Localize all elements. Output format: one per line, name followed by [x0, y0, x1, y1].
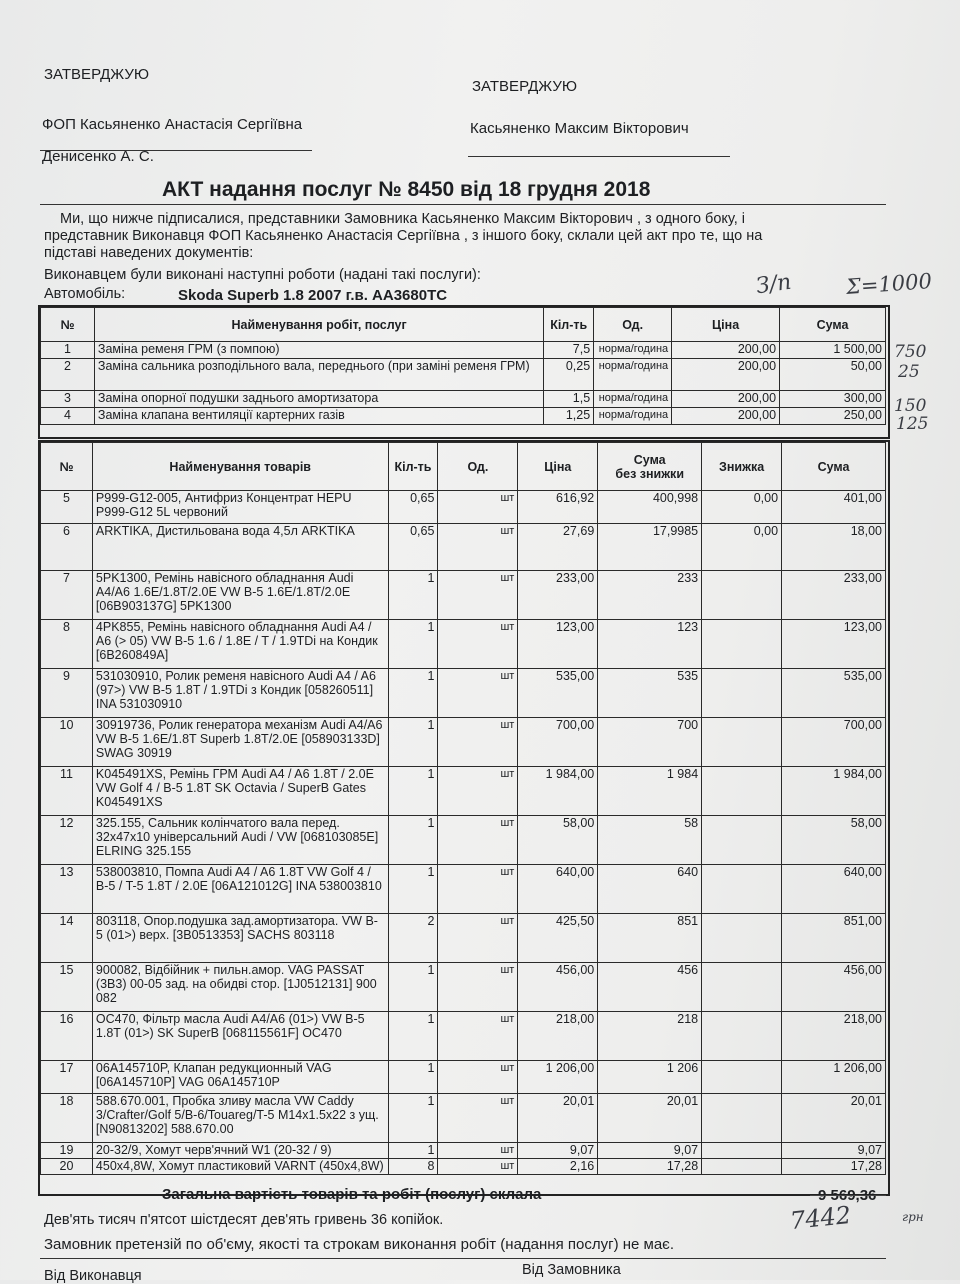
goods-row-discount — [702, 718, 782, 767]
goods-row-number: 8 — [41, 620, 93, 669]
goods-row-sum-no-discount: 400,998 — [598, 491, 702, 524]
service-row-sum: 300,00 — [780, 391, 886, 408]
services-col-qty: Кіл-ть — [544, 308, 594, 342]
goods-row-number: 18 — [41, 1094, 93, 1143]
service-row-number: 1 — [41, 342, 95, 359]
goods-row-sum: 535,00 — [782, 669, 886, 718]
total-label: Загальна вартість товарів та робіт (послуг) склала — [162, 1186, 542, 1203]
goods-row-qty: 1 — [388, 816, 438, 865]
goods-row-unit: шт — [438, 571, 518, 620]
goods-row-sum: 700,00 — [782, 718, 886, 767]
service-row-qty: 7,5 — [544, 342, 594, 359]
goods-table-row — [41, 767, 886, 816]
goods-table-row — [41, 865, 886, 914]
goods-row-sum-no-discount: 640 — [598, 865, 702, 914]
goods-row-sum-no-discount: 123 — [598, 620, 702, 669]
goods-row-number: 20 — [41, 1159, 93, 1175]
goods-table-row — [41, 1012, 886, 1061]
goods-row-unit: шт — [438, 1094, 518, 1143]
services-col-unit: Од. — [594, 308, 672, 342]
goods-row-discount — [702, 914, 782, 963]
goods-row-qty: 1 — [388, 865, 438, 914]
right-signature-line — [468, 156, 730, 157]
goods-row-price: 20,01 — [518, 1094, 598, 1143]
goods-row-qty: 1 — [388, 767, 438, 816]
goods-row-sum: 18,00 — [782, 524, 886, 571]
goods-row-unit: шт — [438, 1012, 518, 1061]
intro-line-2: представник Виконавця ФОП Касьяненко Анастасія Сергіївна , з іншого боку, склали цей акт про те, що на — [44, 228, 763, 244]
goods-row-number: 10 — [41, 718, 93, 767]
goods-table-row — [41, 1159, 886, 1175]
goods-row-sum-no-discount: 20,01 — [598, 1094, 702, 1143]
goods-row-number: 17 — [41, 1061, 93, 1094]
goods-col-sum-no-discount — [598, 443, 702, 491]
goods-row-name: OC470, Фільтр масла Audi A4/A6 (01>) VW B-5 1.8T (01>) SK SuperB [068115561F] OC470 — [92, 1012, 388, 1061]
service-row-qty: 0,25 — [544, 359, 594, 391]
goods-row-unit: шт — [438, 1159, 518, 1175]
goods-row-name: 900082, Відбійник + пильн.амор. VAG PASSAT (3B3) 00-05 зад. на обидві стор. [1J0512131] 900 082 — [92, 963, 388, 1012]
goods-row-sum-no-discount: 456 — [598, 963, 702, 1012]
goods-row-number: 9 — [41, 669, 93, 718]
goods-row-unit: шт — [438, 767, 518, 816]
goods-row-discount — [702, 1159, 782, 1175]
goods-row-number: 5 — [41, 491, 93, 524]
handwritten-zp-note: З/п — [754, 269, 793, 300]
goods-row-name: 30919736, Ролик генератора механізм Audi A4/A6 VW B-5 1.6E/1.8T Superb 1.8T/2.0E [058903133D] SWAG 30919 — [92, 718, 388, 767]
goods-row-sum-no-discount: 17,9985 — [598, 524, 702, 571]
intro-line-1: Ми, що нижче підписалися, представники Замовника Касьяненко Максим Вікторович , з одного боку, і — [60, 211, 746, 227]
goods-row-price: 456,00 — [518, 963, 598, 1012]
goods-row-sum: 17,28 — [782, 1159, 886, 1175]
intro-line-4: Виконавцем були виконані наступні роботи (надані такі послуги): — [44, 267, 481, 283]
goods-row-price: 616,92 — [518, 491, 598, 524]
title-underline — [40, 204, 886, 205]
service-row-number: 3 — [41, 391, 95, 408]
service-row-price: 200,00 — [672, 359, 780, 391]
services-col-sum: Сума — [780, 308, 886, 342]
service-row-name: Заміна ременя ГРМ (з помпою) — [94, 342, 543, 359]
goods-row-sum-no-discount: 9,07 — [598, 1143, 702, 1159]
goods-table-row — [41, 571, 886, 620]
goods-row-unit: шт — [438, 524, 518, 571]
services-table-row — [41, 359, 886, 391]
goods-row-unit: шт — [438, 963, 518, 1012]
goods-row-sum: 1 206,00 — [782, 1061, 886, 1094]
services-table — [40, 307, 886, 425]
goods-row-qty: 1 — [388, 669, 438, 718]
goods-col-no: № — [41, 443, 93, 491]
goods-col-name: Найменування товарів — [92, 443, 388, 491]
goods-row-price: 425,50 — [518, 914, 598, 963]
goods-row-number: 7 — [41, 571, 93, 620]
goods-row-sum-no-discount: 700 — [598, 718, 702, 767]
goods-table-row — [41, 524, 886, 571]
goods-table-row — [41, 669, 886, 718]
total-strike-through — [810, 1195, 886, 1196]
goods-row-sum: 233,00 — [782, 571, 886, 620]
goods-table-row — [41, 491, 886, 524]
goods-row-sum: 9,07 — [782, 1143, 886, 1159]
goods-row-name: 450x4,8W, Хомут пластиковий VARNT (450x4,8W) — [92, 1159, 388, 1175]
goods-row-qty: 1 — [388, 620, 438, 669]
goods-row-sum: 851,00 — [782, 914, 886, 963]
goods-row-price: 123,00 — [518, 620, 598, 669]
goods-row-sum-no-discount: 218 — [598, 1012, 702, 1061]
left-org-name: ФОП Касьяненко Анастасія Сергіївна — [42, 116, 303, 133]
goods-row-price: 1 206,00 — [518, 1061, 598, 1094]
goods-row-name: 588.670.001, Пробка зливу масла VW Caddy 3/Crafter/Golf 5/B-6/Touareg/T-5 M14x1.5x22 з ущ. [N90813202] 588.670.00 — [92, 1094, 388, 1143]
goods-row-name: K045491XS, Ремінь ГРМ Audi A4 / A6 1.8T / 2.0E VW Golf 4 / B-5 1.8T SK Octavia / SuperB Gates K045491XS — [92, 767, 388, 816]
goods-row-discount — [702, 571, 782, 620]
goods-row-discount — [702, 767, 782, 816]
goods-row-qty: 2 — [388, 914, 438, 963]
goods-row-discount — [702, 963, 782, 1012]
goods-row-price: 640,00 — [518, 865, 598, 914]
service-row-unit: норма/година — [594, 391, 672, 408]
goods-row-sum: 1 984,00 — [782, 767, 886, 816]
goods-row-unit: шт — [438, 914, 518, 963]
left-signer-name: Денисенко А. С. — [42, 148, 154, 165]
goods-row-sum-no-discount: 233 — [598, 571, 702, 620]
service-row-name: Заміна сальника розподільного вала, переднього (при заміні ременя ГРМ) — [94, 359, 543, 391]
from-customer-label: Від Замовника — [522, 1262, 621, 1278]
service-row-unit: норма/година — [594, 342, 672, 359]
goods-row-number: 19 — [41, 1143, 93, 1159]
goods-row-name: 06A145710P, Клапан редукционный VAG [06A145710P] VAG 06A145710P — [92, 1061, 388, 1094]
left-approve-label: ЗАТВЕРДЖУЮ — [44, 66, 150, 83]
goods-table — [40, 442, 886, 1175]
goods-row-unit: шт — [438, 491, 518, 524]
service-row-unit: норма/година — [594, 359, 672, 391]
goods-row-name: 20-32/9, Хомут черв'ячний W1 (20-32 / 9) — [92, 1143, 388, 1159]
goods-row-sum-no-discount: 58 — [598, 816, 702, 865]
goods-table-row — [41, 620, 886, 669]
services-table-row — [41, 391, 886, 408]
handwritten-service-3-note: 150 — [894, 396, 927, 416]
goods-row-qty: 1 — [388, 1094, 438, 1143]
service-row-sum: 250,00 — [780, 408, 886, 425]
goods-col-sum-no-discount-line-2: без знижки — [615, 466, 685, 481]
goods-row-name: 5PK1300, Ремінь навісного обладнання Audi A4/A6 1.6E/1.8T/2.0E VW B-5 1.6E/1.8T/2.0E [06B903137G] 5PK1300 — [92, 571, 388, 620]
goods-row-unit: шт — [438, 718, 518, 767]
goods-col-qty: Кіл-ть — [388, 443, 438, 491]
goods-col-sum-no-discount-line-1: Сума — [633, 452, 666, 467]
goods-table-row — [41, 1143, 886, 1159]
goods-row-qty: 1 — [388, 1061, 438, 1094]
goods-row-number: 12 — [41, 816, 93, 865]
handwritten-total-note: 7442 — [788, 1200, 853, 1236]
goods-row-qty: 1 — [388, 1143, 438, 1159]
services-col-name: Найменування робіт, послуг — [94, 308, 543, 342]
service-row-name: Заміна клапана вентиляції картерних газів — [94, 408, 543, 425]
service-row-number: 4 — [41, 408, 95, 425]
goods-table-row — [41, 1061, 886, 1094]
handwritten-service-4-note: 125 — [896, 414, 929, 434]
goods-row-price: 9,07 — [518, 1143, 598, 1159]
goods-col-discount: Знижка — [702, 443, 782, 491]
goods-row-unit: шт — [438, 669, 518, 718]
goods-col-sum: Сума — [782, 443, 886, 491]
goods-row-unit: шт — [438, 816, 518, 865]
services-table-row — [41, 342, 886, 359]
service-row-price: 200,00 — [672, 391, 780, 408]
goods-row-qty: 0,65 — [388, 524, 438, 571]
goods-row-sum: 456,00 — [782, 963, 886, 1012]
service-row-qty: 1,25 — [544, 408, 594, 425]
service-row-sum: 1 500,00 — [780, 342, 886, 359]
goods-row-number: 13 — [41, 865, 93, 914]
goods-table-row — [41, 1094, 886, 1143]
goods-row-qty: 0,65 — [388, 491, 438, 524]
service-row-price: 200,00 — [672, 408, 780, 425]
goods-table-row — [41, 816, 886, 865]
goods-row-discount — [702, 1094, 782, 1143]
total-in-words: Дев'ять тисяч п'ятсот шістдесят дев'ять гривень 36 копійок. — [44, 1212, 444, 1228]
claims-underline — [40, 1258, 886, 1259]
goods-row-sum-no-discount: 851 — [598, 914, 702, 963]
goods-row-price: 2,16 — [518, 1159, 598, 1175]
right-person-name: Касьяненко Максим Вікторович — [470, 120, 689, 137]
goods-row-number: 6 — [41, 524, 93, 571]
service-row-unit: норма/година — [594, 408, 672, 425]
goods-row-qty: 1 — [388, 718, 438, 767]
goods-row-price: 535,00 — [518, 669, 598, 718]
goods-col-price: Ціна — [518, 443, 598, 491]
handwritten-currency-note: грн — [902, 1210, 924, 1224]
car-value: Skoda Superb 1.8 2007 г.в. AA3680TC — [178, 287, 448, 304]
services-col-no: № — [41, 308, 95, 342]
goods-row-name: 538003810, Помпа Audi A4 / A6 1.8T VW Golf 4 / B-5 / T-5 1.8T / 2.0E [06A121012G] INA 538003810 — [92, 865, 388, 914]
goods-row-name: 4PK855, Ремінь навісного обладнання Audi A4 / A6 (> 05) VW B-5 1.6 / 1.8E / T / 1.9TDi на Кондик [6B260849A] — [92, 620, 388, 669]
claims-statement: Замовник претензій по об'єму, якості та строкам виконання робіт (надання послуг) не має. — [44, 1236, 674, 1253]
goods-row-discount: 0,00 — [702, 524, 782, 571]
intro-line-3: підставі наведених документів: — [44, 245, 254, 261]
goods-col-unit: Од. — [438, 443, 518, 491]
goods-row-sum-no-discount: 1 206 — [598, 1061, 702, 1094]
goods-row-sum: 640,00 — [782, 865, 886, 914]
goods-row-unit: шт — [438, 1061, 518, 1094]
goods-row-sum: 123,00 — [782, 620, 886, 669]
goods-row-discount — [702, 1143, 782, 1159]
service-row-sum: 50,00 — [780, 359, 886, 391]
goods-row-name: 531030910, Ролик ременя навісного Audi A4 / A6 (97>) VW B-5 1.8T / 1.9TDi з Кондик [058260511] INA 531030910 — [92, 669, 388, 718]
goods-row-sum: 401,00 — [782, 491, 886, 524]
goods-row-name: 803118, Опор.подушка зад.амортизатора. VW B-5 (01>) верх. [3B0513353] SACHS 803118 — [92, 914, 388, 963]
goods-row-discount — [702, 620, 782, 669]
service-row-name: Заміна опорної подушки заднього амортизатора — [94, 391, 543, 408]
goods-row-discount — [702, 669, 782, 718]
goods-row-qty: 1 — [388, 1012, 438, 1061]
goods-row-discount — [702, 1012, 782, 1061]
goods-row-number: 14 — [41, 914, 93, 963]
goods-row-number: 16 — [41, 1012, 93, 1061]
service-row-qty: 1,5 — [544, 391, 594, 408]
from-executor-label: Від Виконавця — [44, 1268, 142, 1284]
right-approve-label: ЗАТВЕРДЖУЮ — [472, 78, 578, 95]
goods-table-row — [41, 914, 886, 963]
goods-row-price: 1 984,00 — [518, 767, 598, 816]
goods-table-row — [41, 963, 886, 1012]
goods-row-name: ARKTIKA, Дистильована вода 4,5л ARKTIKA — [92, 524, 388, 571]
goods-row-sum-no-discount: 17,28 — [598, 1159, 702, 1175]
goods-row-sum-no-discount: 1 984 — [598, 767, 702, 816]
goods-row-sum-no-discount: 535 — [598, 669, 702, 718]
goods-table-row — [41, 718, 886, 767]
goods-row-discount — [702, 816, 782, 865]
handwritten-service-2-note: 25 — [898, 362, 920, 382]
service-row-price: 200,00 — [672, 342, 780, 359]
goods-row-number: 11 — [41, 767, 93, 816]
services-table-row — [41, 408, 886, 425]
services-col-price: Ціна — [672, 308, 780, 342]
document-title: АКТ надання послуг № 8450 від 18 грудня 2018 — [162, 178, 651, 201]
goods-row-qty: 8 — [388, 1159, 438, 1175]
goods-row-unit: шт — [438, 620, 518, 669]
goods-row-name: P999-G12-005, Антифриз Концентрат HEPU P999-G12 5L червоний — [92, 491, 388, 524]
goods-row-unit: шт — [438, 1143, 518, 1159]
car-label: Автомобіль: — [44, 286, 126, 302]
goods-row-price: 233,00 — [518, 571, 598, 620]
goods-row-number: 15 — [41, 963, 93, 1012]
goods-row-price: 58,00 — [518, 816, 598, 865]
goods-row-price: 700,00 — [518, 718, 598, 767]
total-value: 9 569,36 — [818, 1187, 877, 1204]
goods-row-sum: 20,01 — [782, 1094, 886, 1143]
goods-row-unit: шт — [438, 865, 518, 914]
handwritten-sum-note: Σ=1000 — [845, 269, 933, 299]
goods-row-qty: 1 — [388, 963, 438, 1012]
goods-row-sum: 58,00 — [782, 816, 886, 865]
goods-row-discount — [702, 865, 782, 914]
goods-row-qty: 1 — [388, 571, 438, 620]
goods-row-name: 325.155, Сальник колінчатого вала перед. 32x47x10 універсальний Audi / VW [068103085E] ELRING 325.155 — [92, 816, 388, 865]
service-row-number: 2 — [41, 359, 95, 391]
goods-row-price: 27,69 — [518, 524, 598, 571]
goods-row-price: 218,00 — [518, 1012, 598, 1061]
goods-row-discount: 0,00 — [702, 491, 782, 524]
handwritten-service-1-note: 750 — [894, 342, 927, 362]
goods-row-discount — [702, 1061, 782, 1094]
goods-row-sum: 218,00 — [782, 1012, 886, 1061]
